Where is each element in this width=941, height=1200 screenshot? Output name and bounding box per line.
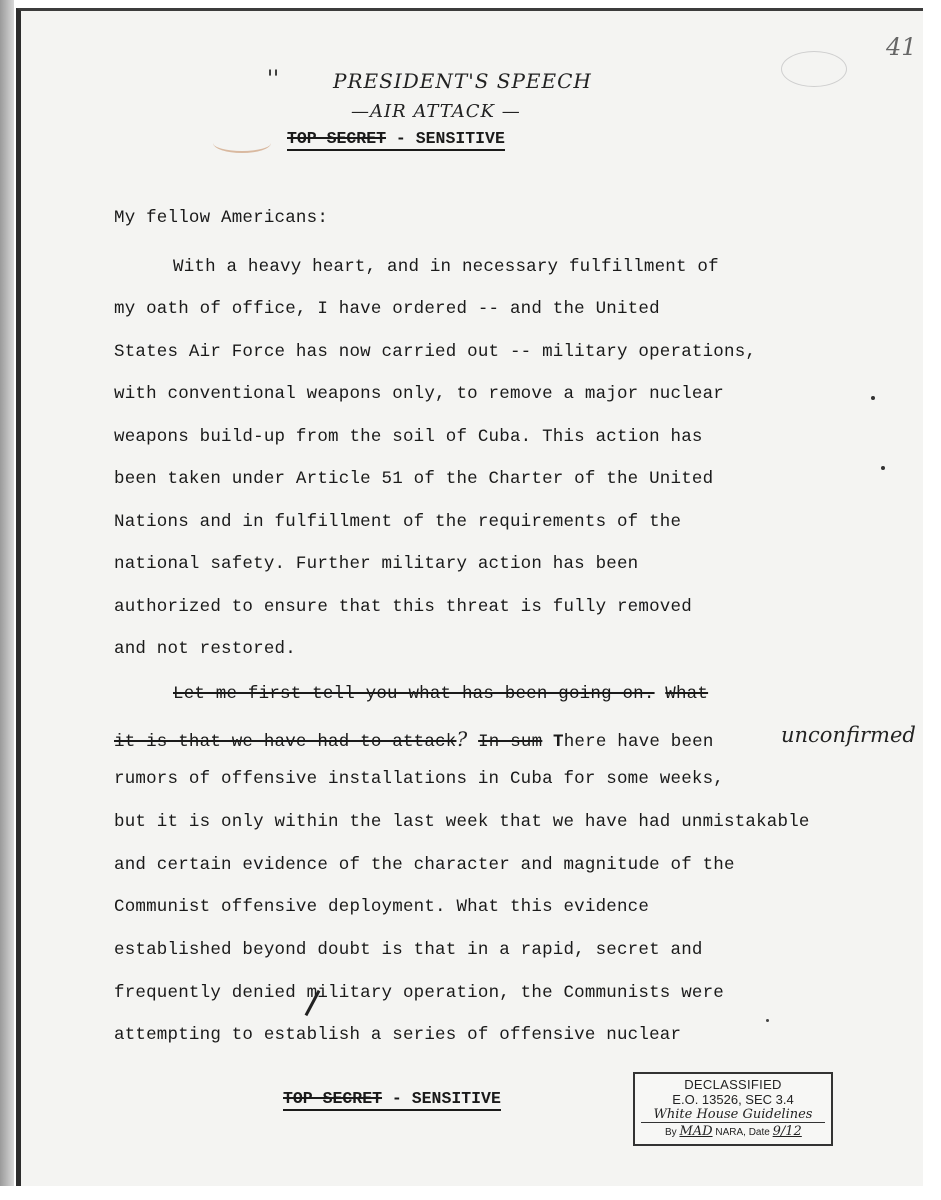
handwritten-question-mark: ?: [456, 727, 468, 751]
p2-line-8-rest: military operation, the Communists were: [295, 983, 725, 1003]
stamp-authority: E.O. 13526, SEC 3.4: [672, 1092, 794, 1107]
p2-line-4: but it is only within the last week that we have had unmistakable: [114, 812, 810, 832]
p2-line-3: rumors of offensive installations in Cuba for some weeks,: [114, 769, 724, 789]
stamp-nara-date-label: NARA, Date: [715, 1127, 770, 1138]
scan-speck: [766, 1019, 769, 1022]
struck-what: What: [665, 684, 709, 704]
p2-line-2: [114, 727, 714, 752]
p2-line-1: [173, 684, 708, 704]
p2-line-7: established beyond doubt is that in a rapid, secret and: [114, 940, 703, 960]
stamp-initials: MAD: [679, 1124, 713, 1139]
p1-line-7: Nations and in fulfillment of the requirements of the: [114, 512, 682, 532]
p1-line-3: States Air Force has now carried out -- military operations,: [114, 342, 757, 362]
margin-note: unconfirmed: [781, 723, 916, 747]
p1-line-10: and not restored.: [114, 639, 296, 659]
p1-line-2: my oath of office, I have ordered -- and the United: [114, 299, 660, 319]
p1-line-6: been taken under Article 51 of the Charter of the United: [114, 469, 714, 489]
struck-sentence-2: it is that we have had to attack: [114, 732, 457, 752]
classification-header: [287, 129, 505, 151]
annotation-marks: '': [267, 67, 280, 92]
p2-line-8: [114, 983, 724, 1003]
scan-speck: [871, 396, 875, 400]
correction-capital-t: T: [553, 732, 564, 752]
p2-line-5: and certain evidence of the character and magnitude of the: [114, 855, 735, 875]
scan-edge: [0, 0, 14, 1186]
salutation: My fellow Americans:: [114, 208, 329, 228]
p1-line-9: authorized to ensure that this threat is fully removed: [114, 597, 692, 617]
declassified-stamp: [633, 1072, 833, 1146]
classification-footer: [283, 1089, 501, 1111]
annotation-title: PRESIDENT'S SPEECH: [333, 69, 592, 93]
stamp-by-label: By: [665, 1127, 677, 1138]
frequently-denied: frequently denied: [114, 983, 296, 1003]
document-page: [16, 8, 923, 1186]
p2-line-6: Communist offensive deployment. What this evidence: [114, 897, 650, 917]
annotation-subtitle: —AIR ATTACK —: [351, 101, 521, 122]
page-number: 41: [886, 33, 917, 61]
p2-line-2-rest: here have been: [563, 732, 714, 752]
classification-rest: - SENSITIVE: [386, 129, 505, 148]
stamp-guidelines: White House Guidelines: [641, 1107, 825, 1123]
stamp-date: 9/12: [772, 1124, 802, 1139]
struck-sentence-1: Let me first tell you what has been going on.: [173, 684, 655, 704]
struck-in-sum: In sum: [478, 732, 543, 752]
faint-circle-mark: [781, 51, 847, 87]
p1-line-8: national safety. Further military action has been: [114, 554, 639, 574]
stamp-signoff: [635, 1124, 831, 1139]
scan-speck: [881, 466, 885, 470]
stamp-title: DECLASSIFIED: [684, 1077, 782, 1092]
classification-footer-rest: - SENSITIVE: [382, 1089, 501, 1108]
p2-line-9: attempting to establish a series of offensive nuclear: [114, 1025, 682, 1045]
struck-classification-footer: TOP SECRET: [283, 1089, 383, 1108]
p1-line-5: weapons build-up from the soil of Cuba. This action has: [114, 427, 703, 447]
pencil-arc-mark: [213, 133, 271, 153]
struck-classification: TOP SECRET: [287, 129, 387, 148]
p1-line-4: with conventional weapons only, to remove a major nuclear: [114, 384, 724, 404]
p1-line-1: With a heavy heart, and in necessary fulfillment of: [173, 257, 719, 277]
